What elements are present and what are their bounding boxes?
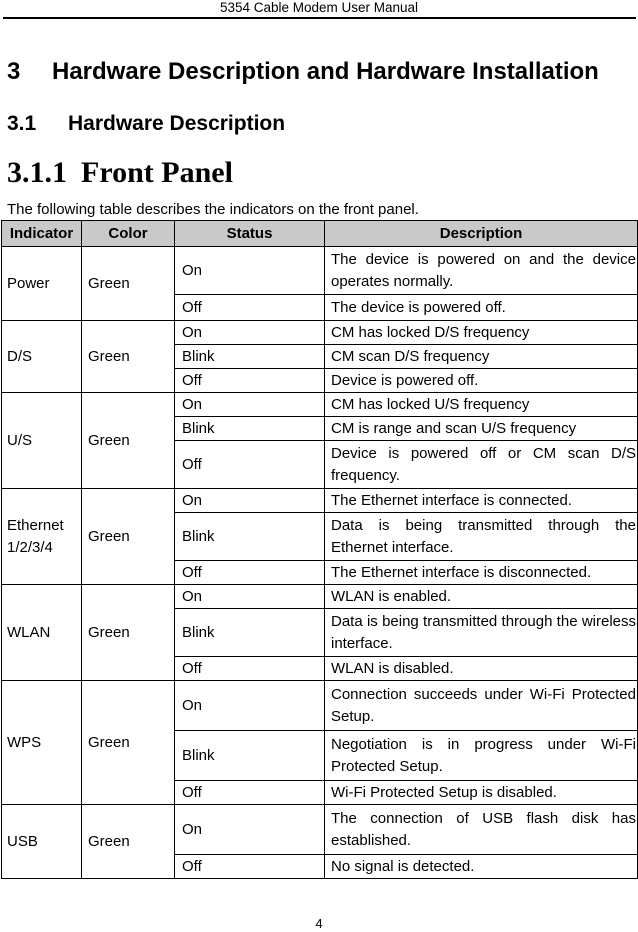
indicator-cell: Power [2,247,82,321]
subsubsection-title: Front Panel [81,156,233,189]
status-cell: Off [175,441,325,489]
status-cell: On [175,805,325,855]
status-cell: Blink [175,731,325,781]
status-cell: On [175,489,325,513]
description-cell: The device is powered off. [325,295,638,321]
description-cell: WLAN is enabled. [325,585,638,609]
description-cell: WLAN is disabled. [325,657,638,681]
description-cell: CM scan D/S frequency [325,345,638,369]
status-cell: On [175,321,325,345]
status-cell: Off [175,657,325,681]
status-cell: Blink [175,417,325,441]
subsection-title: Hardware Description [68,112,286,135]
description-cell: No signal is detected. [325,855,638,879]
indicator-cell: D/S [2,321,82,393]
table-row [2,489,638,513]
color-cell: Green [82,805,175,879]
status-cell: Off [175,855,325,879]
description-cell: The Ethernet interface is connected. [325,489,638,513]
description-cell: The Ethernet interface is disconnected. [325,561,638,585]
table-row [2,681,638,731]
table-body [2,247,638,879]
subsubsection-heading [7,156,233,190]
status-cell: On [175,681,325,731]
subsection-heading [7,112,285,136]
status-cell: Blink [175,345,325,369]
table-row [2,585,638,609]
description-cell: Wi-Fi Protected Setup is disabled. [325,781,638,805]
column-header-color: Color [82,221,175,247]
column-header-description: Description [325,221,638,247]
status-cell: Off [175,781,325,805]
table-row [2,321,638,345]
page-number: 4 [315,916,323,931]
status-cell: On [175,393,325,417]
table-row [2,805,638,855]
header-rule [3,17,636,19]
indicator-cell: WLAN [2,585,82,681]
indicator-cell: U/S [2,393,82,489]
column-header-status: Status [175,221,325,247]
status-cell: Blink [175,513,325,561]
description-cell: Connection succeeds under Wi-Fi Protected Setup. [325,681,638,731]
description-cell: Negotiation is in progress under Wi-Fi Protected Setup. [325,731,638,781]
indicator-cell: WPS [2,681,82,805]
table-row [2,393,638,417]
section-heading [7,58,599,86]
color-cell: Green [82,489,175,585]
indicator-cell: USB [2,805,82,879]
color-cell: Green [82,681,175,805]
description-cell: The connection of USB flash disk has established. [325,805,638,855]
color-cell: Green [82,247,175,321]
subsubsection-number: 3.1.1 [7,156,67,189]
color-cell: Green [82,585,175,681]
status-cell: Off [175,561,325,585]
status-cell: Blink [175,609,325,657]
table-row [2,247,638,295]
section-number: 3 [7,58,21,85]
indicator-table [1,220,638,879]
status-cell: Off [175,369,325,393]
description-cell: CM is range and scan U/S frequency [325,417,638,441]
intro-paragraph: The following table describes the indicators on the front panel. [7,201,419,218]
column-header-indicator: Indicator [2,221,82,247]
description-cell: Data is being transmitted through the wireless interface. [325,609,638,657]
description-cell: CM has locked D/S frequency [325,321,638,345]
color-cell: Green [82,321,175,393]
color-cell: Green [82,393,175,489]
status-cell: On [175,585,325,609]
section-title: Hardware Description and Hardware Installation [52,58,599,85]
indicator-cell: Ethernet 1/2/3/4 [2,489,82,585]
description-cell: Device is powered off or CM scan D/S frequency. [325,441,638,489]
status-cell: On [175,247,325,295]
description-cell: Data is being transmitted through the Ethernet interface. [325,513,638,561]
description-cell: The device is powered on and the device operates normally. [325,247,638,295]
subsection-number: 3.1 [7,112,37,135]
table-header-row [2,221,638,247]
status-cell: Off [175,295,325,321]
page-header: 5354 Cable Modem User Manual [219,0,419,15]
description-cell: Device is powered off. [325,369,638,393]
description-cell: CM has locked U/S frequency [325,393,638,417]
